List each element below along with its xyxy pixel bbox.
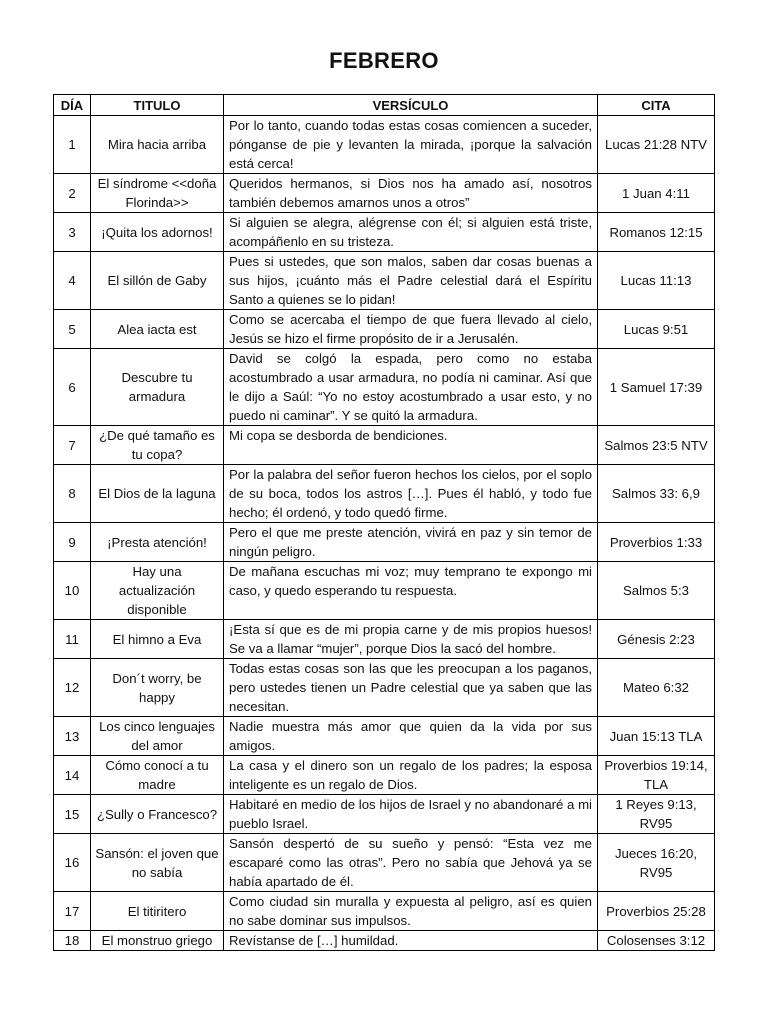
title-cell: ¡Quita los adornos! xyxy=(91,213,224,252)
title-cell: El monstruo griego xyxy=(91,931,224,951)
verse-cell: Revístanse de […] humildad. xyxy=(224,931,598,951)
citation-cell: Jueces 16:20, RV95 xyxy=(598,834,715,892)
day-cell: 12 xyxy=(54,659,91,717)
table-row xyxy=(54,426,715,465)
day-cell: 7 xyxy=(54,426,91,465)
title-cell: El himno a Eva xyxy=(91,620,224,659)
page-title: FEBRERO xyxy=(329,48,439,73)
title-cell: ¿Sully o Francesco? xyxy=(91,795,224,834)
title-cell: Hay una actualización disponible xyxy=(91,562,224,620)
citation-cell: Lucas 11:13 xyxy=(598,252,715,310)
verse-cell: La casa y el dinero son un regalo de los padres; la esposa inteligente es un regalo de Dios. xyxy=(224,756,598,795)
verse-cell: Por la palabra del señor fueron hechos los cielos, por el soplo de su boca, todos los astros […]. Pues él habló, y todo fue hecho; él ordenó, y todo quedó firme. xyxy=(224,465,598,523)
table-row xyxy=(54,834,715,892)
table-row xyxy=(54,465,715,523)
day-cell: 3 xyxy=(54,213,91,252)
table-row xyxy=(54,756,715,795)
verse-cell: Pues si ustedes, que son malos, saben dar cosas buenas a sus hijos, ¡cuánto más el Padre celestial dará el Espíritu Santo a quienes se lo pidan! xyxy=(224,252,598,310)
day-cell: 8 xyxy=(54,465,91,523)
verse-cell: Como ciudad sin muralla y expuesta al peligro, así es quien no sabe dominar sus impulsos. xyxy=(224,892,598,931)
verse-cell: Nadie muestra más amor que quien da la vida por sus amigos. xyxy=(224,717,598,756)
title-cell: Alea iacta est xyxy=(91,310,224,349)
title-cell: Mira hacia arriba xyxy=(91,116,224,174)
table-row xyxy=(54,562,715,620)
title-cell: El sillón de Gaby xyxy=(91,252,224,310)
title-cell: ¡Presta atención! xyxy=(91,523,224,562)
table-row xyxy=(54,252,715,310)
day-cell: 5 xyxy=(54,310,91,349)
table-row xyxy=(54,892,715,931)
verse-cell: Todas estas cosas son las que les preocupan a los paganos, pero ustedes tienen un Padre celestial que ya saben que las necesitan. xyxy=(224,659,598,717)
title-cell: Los cinco lenguajes del amor xyxy=(91,717,224,756)
citation-cell: Salmos 33: 6,9 xyxy=(598,465,715,523)
table-row xyxy=(54,931,715,951)
verse-cell: Pero el que me preste atención, vivirá en paz y sin temor de ningún peligro. xyxy=(224,523,598,562)
citation-cell: 1 Reyes 9:13, RV95 xyxy=(598,795,715,834)
title-cell: El titiritero xyxy=(91,892,224,931)
table-header-row xyxy=(54,95,715,116)
day-cell: 1 xyxy=(54,116,91,174)
verse-cell: Por lo tanto, cuando todas estas cosas comiencen a suceder, pónganse de pie y levanten la mirada, ¡porque la salvación está cerca! xyxy=(224,116,598,174)
table-row xyxy=(54,174,715,213)
verse-cell: Habitaré en medio de los hijos de Israel y no abandonaré a mi pueblo Israel. xyxy=(224,795,598,834)
citation-cell: 1 Juan 4:11 xyxy=(598,174,715,213)
table-row xyxy=(54,349,715,426)
table-row xyxy=(54,116,715,174)
title-cell: Sansón: el joven que no sabía xyxy=(91,834,224,892)
day-cell: 6 xyxy=(54,349,91,426)
day-cell: 13 xyxy=(54,717,91,756)
verse-cell: Mi copa se desborda de bendiciones. xyxy=(224,426,598,465)
table-row xyxy=(54,213,715,252)
table-row xyxy=(54,523,715,562)
citation-cell: Proverbios 19:14, TLA xyxy=(598,756,715,795)
verse-cell: David se colgó la espada, pero como no estaba acostumbrado a usar armadura, no podía ni caminar. Así que le dijo a Saúl: “Yo no estoy acostumbrado a usar esto, y no puedo ni caminar”. Y se quitó la armadura. xyxy=(224,349,598,426)
table-row xyxy=(54,795,715,834)
citation-cell: Proverbios 1:33 xyxy=(598,523,715,562)
day-cell: 2 xyxy=(54,174,91,213)
citation-cell: Lucas 9:51 xyxy=(598,310,715,349)
table-row xyxy=(54,620,715,659)
day-cell: 11 xyxy=(54,620,91,659)
citation-cell: Salmos 5:3 xyxy=(598,562,715,620)
verse-cell: Sansón despertó de su sueño y pensó: “Esta vez me escaparé como las otras”. Pero no sabía que Jehová ya se había apartado de él. xyxy=(224,834,598,892)
header-titulo: TITULO xyxy=(91,95,224,116)
citation-cell: Romanos 12:15 xyxy=(598,213,715,252)
title-cell: ¿De qué tamaño es tu copa? xyxy=(91,426,224,465)
title-cell: El Dios de la laguna xyxy=(91,465,224,523)
day-cell: 15 xyxy=(54,795,91,834)
citation-cell: Salmos 23:5 NTV xyxy=(598,426,715,465)
devotional-table xyxy=(53,94,715,951)
day-cell: 10 xyxy=(54,562,91,620)
verse-cell: ¡Esta sí que es de mi propia carne y de mis propios huesos! Se va a llamar “mujer”, porque Dios la sacó del hombre. xyxy=(224,620,598,659)
verse-cell: Queridos hermanos, si Dios nos ha amado así, nosotros también debemos amarnos unos a otros” xyxy=(224,174,598,213)
table-row xyxy=(54,717,715,756)
citation-cell: Proverbios 25:28 xyxy=(598,892,715,931)
title-cell: El síndrome <<doña Florinda>> xyxy=(91,174,224,213)
table-row xyxy=(54,659,715,717)
title-cell: Descubre tu armadura xyxy=(91,349,224,426)
citation-cell: Colosenses 3:12 xyxy=(598,931,715,951)
day-cell: 4 xyxy=(54,252,91,310)
header-dia: DÍA xyxy=(54,95,91,116)
citation-cell: Mateo 6:32 xyxy=(598,659,715,717)
citation-cell: Lucas 21:28 NTV xyxy=(598,116,715,174)
header-versiculo: VERSÍCULO xyxy=(224,95,598,116)
citation-cell: 1 Samuel 17:39 xyxy=(598,349,715,426)
title-cell: Don´t worry, be happy xyxy=(91,659,224,717)
citation-cell: Génesis 2:23 xyxy=(598,620,715,659)
day-cell: 16 xyxy=(54,834,91,892)
table-row xyxy=(54,310,715,349)
day-cell: 14 xyxy=(54,756,91,795)
header-cita: CITA xyxy=(598,95,715,116)
day-cell: 9 xyxy=(54,523,91,562)
day-cell: 17 xyxy=(54,892,91,931)
day-cell: 18 xyxy=(54,931,91,951)
citation-cell: Juan 15:13 TLA xyxy=(598,717,715,756)
verse-cell: Si alguien se alegra, alégrense con él; si alguien está triste, acompáñenlo en su tristeza. xyxy=(224,213,598,252)
verse-cell: Como se acercaba el tiempo de que fuera llevado al cielo, Jesús se hizo el firme propósito de ir a Jerusalén. xyxy=(224,310,598,349)
verse-cell: De mañana escuchas mi voz; muy temprano te expongo mi caso, y quedo esperando tu respuesta. xyxy=(224,562,598,620)
title-cell: Cómo conocí a tu madre xyxy=(91,756,224,795)
